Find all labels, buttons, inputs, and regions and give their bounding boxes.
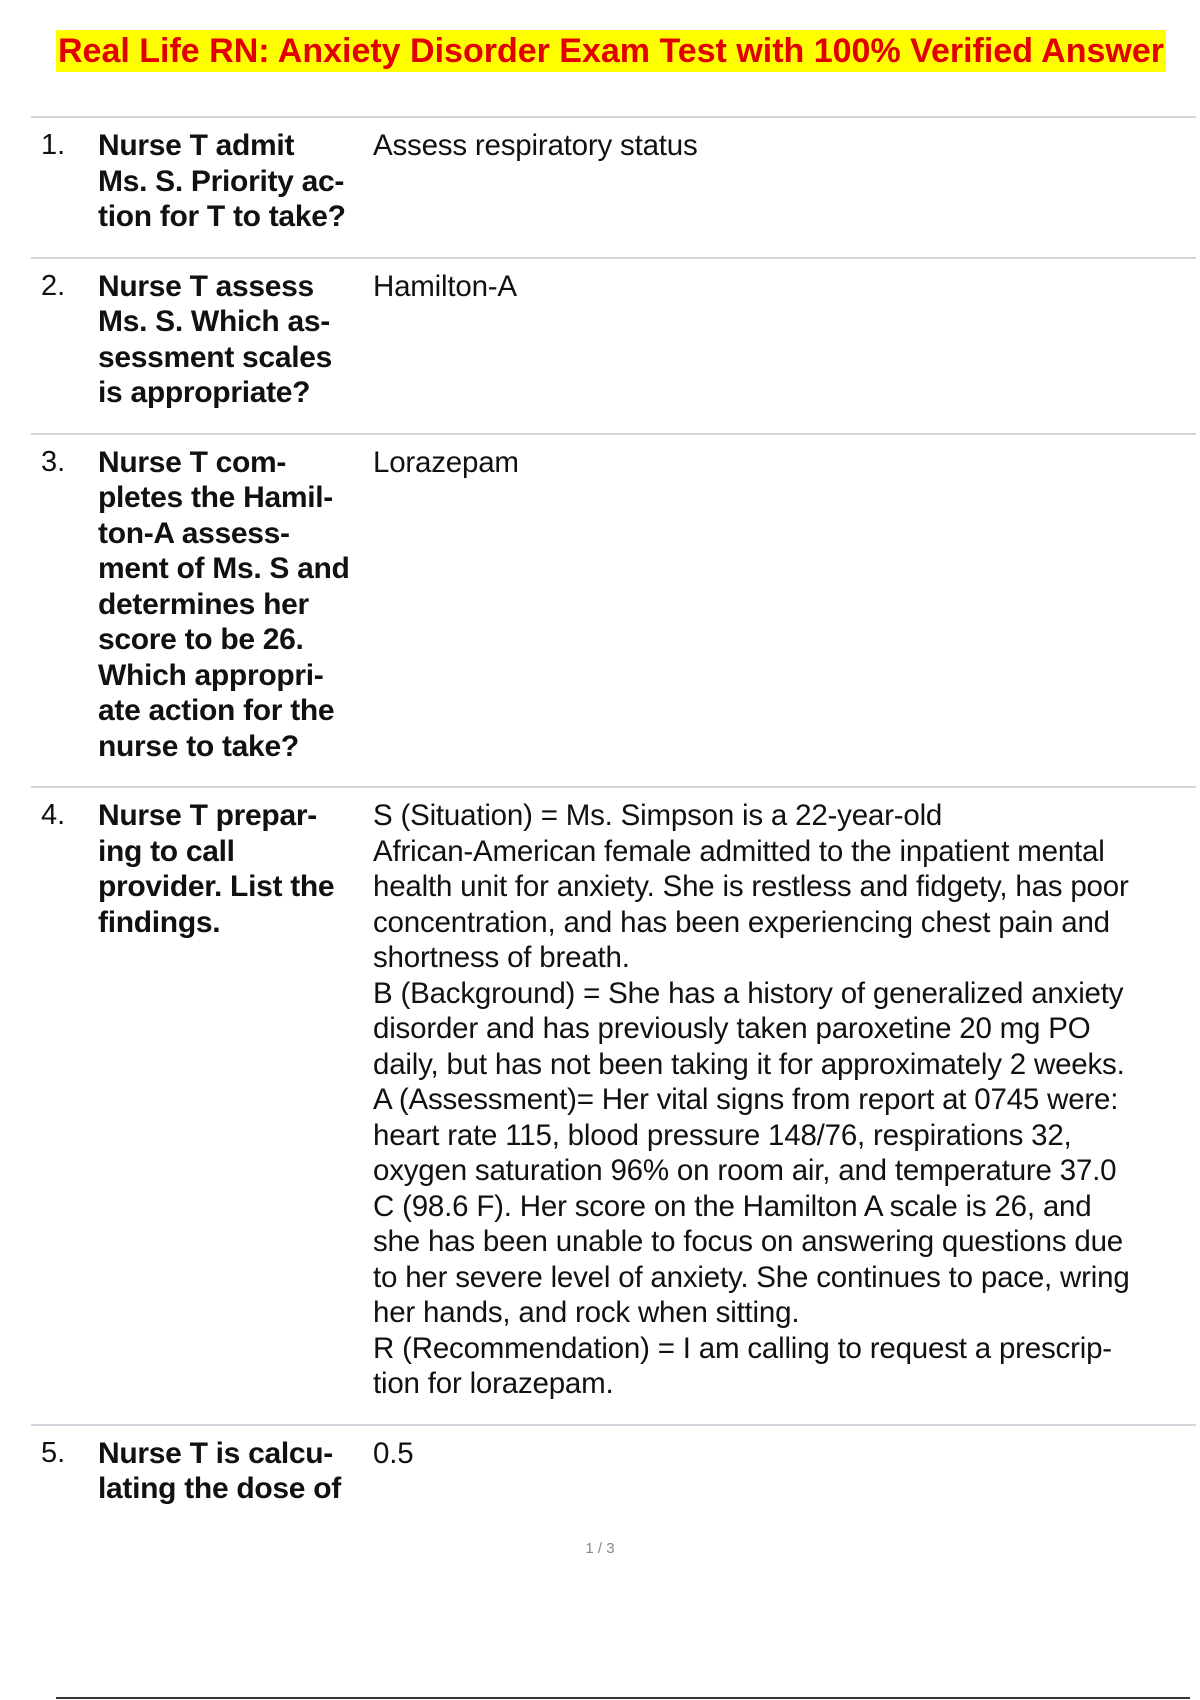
- question-line: provider. List the: [98, 870, 335, 903]
- answer-line: African-American female admitted to the inpatient mental: [373, 834, 1105, 868]
- question-line: score to be 26.: [98, 623, 304, 656]
- question-line: ton-A assess-: [98, 516, 290, 550]
- question-line: tion for T to take?: [98, 200, 346, 233]
- question-line: Nurse T assess: [98, 269, 314, 303]
- answer-line: to her severe level of anxiety. She continues to pace, wring: [373, 1260, 1130, 1294]
- answer-line: tion for lorazepam.: [373, 1367, 614, 1400]
- question: [98, 128, 370, 235]
- answer-line: B (Background) = She has a history of generalized anxiety: [373, 976, 1124, 1010]
- qa-item-5: [31, 1424, 1196, 1529]
- answer-line: concentration, and has been experiencing chest pain and: [373, 905, 1110, 939]
- answer: [370, 269, 1187, 411]
- question-line: ment of Ms. S and: [98, 552, 350, 585]
- answer-line: disorder and has previously taken paroxetine 20 mg PO: [373, 1012, 1091, 1045]
- question-line: findings.: [98, 905, 221, 939]
- answer-line: Lorazepam: [373, 445, 519, 479]
- item-number: 4.: [41, 799, 66, 831]
- question-line: Nurse T prepar-: [98, 799, 317, 832]
- answer-line: S (Situation) = Ms. Simpson is a 22-year-old: [373, 799, 943, 832]
- question-line: Nurse T is calcu-: [98, 1436, 333, 1470]
- question-line: Ms. S. Priority ac-: [98, 164, 345, 198]
- answer-line: A (Assessment)= Her vital signs from report at 0745 were:: [373, 1083, 1119, 1116]
- question: [98, 1436, 370, 1507]
- answer-line: shortness of breath.: [373, 941, 630, 974]
- question-line: sessment scales: [98, 340, 333, 374]
- question-line: nurse to take?: [98, 729, 299, 763]
- question-line: is appropriate?: [98, 376, 311, 409]
- qa-item-4: [31, 786, 1196, 1424]
- question-line: Which appropri-: [98, 658, 324, 692]
- item-number: 2.: [41, 269, 66, 302]
- answer-line: R (Recommendation) = I am calling to request a prescrip-: [373, 1331, 1112, 1365]
- question-line: Nurse T admit: [98, 129, 295, 162]
- item-number: 1.: [41, 129, 66, 161]
- question-line: Ms. S. Which as-: [98, 305, 330, 338]
- answer-line: 0.5: [373, 1436, 414, 1470]
- qa-item-2: [31, 257, 1196, 433]
- answer-line: she has been unable to focus on answering questions due: [373, 1225, 1123, 1258]
- bottom-divider: [56, 1697, 1190, 1699]
- answer-line: daily, but has not been taking it for approximately 2 weeks.: [373, 1047, 1125, 1081]
- answer: [370, 798, 1187, 1402]
- answer-line: C (98.6 F). Her score on the Hamilton A scale is 26, and: [373, 1189, 1092, 1223]
- document-title: Real Life RN: Anxiety Disorder Exam Test with 100% Verified Answer: [58, 32, 1164, 70]
- answer-line: Hamilton-A: [373, 269, 517, 303]
- question-line: ing to call: [98, 834, 235, 868]
- qa-item-3: [31, 433, 1196, 787]
- item-number: 5.: [41, 1436, 66, 1469]
- answer-line: her hands, and rock when sitting.: [373, 1296, 800, 1329]
- question: [98, 445, 370, 765]
- item-number: 3.: [41, 445, 66, 478]
- answer: [370, 445, 1187, 765]
- answer-line: heart rate 115, blood pressure 148/76, respirations 32,: [373, 1118, 1072, 1152]
- answer: [370, 1436, 1187, 1507]
- qa-list: [31, 116, 1196, 1529]
- answer: [370, 128, 1187, 235]
- question-line: lating the dose of: [98, 1472, 341, 1505]
- page-indicator: 1 / 3: [585, 1540, 615, 1557]
- answer-line: health unit for anxiety. She is restless and fidgety, has poor: [373, 870, 1129, 903]
- answer-line: Assess respiratory status: [373, 129, 698, 162]
- title-wrap: [56, 30, 1166, 72]
- question-line: determines her: [98, 587, 309, 621]
- question-line: Nurse T com-: [98, 445, 287, 479]
- question-line: pletes the Hamil-: [98, 481, 333, 514]
- question: [98, 798, 370, 1402]
- answer-line: oxygen saturation 96% on room air, and temperature 37.0: [373, 1154, 1117, 1187]
- question-line: ate action for the: [98, 694, 335, 727]
- question: [98, 269, 370, 411]
- qa-item-1: [31, 116, 1196, 257]
